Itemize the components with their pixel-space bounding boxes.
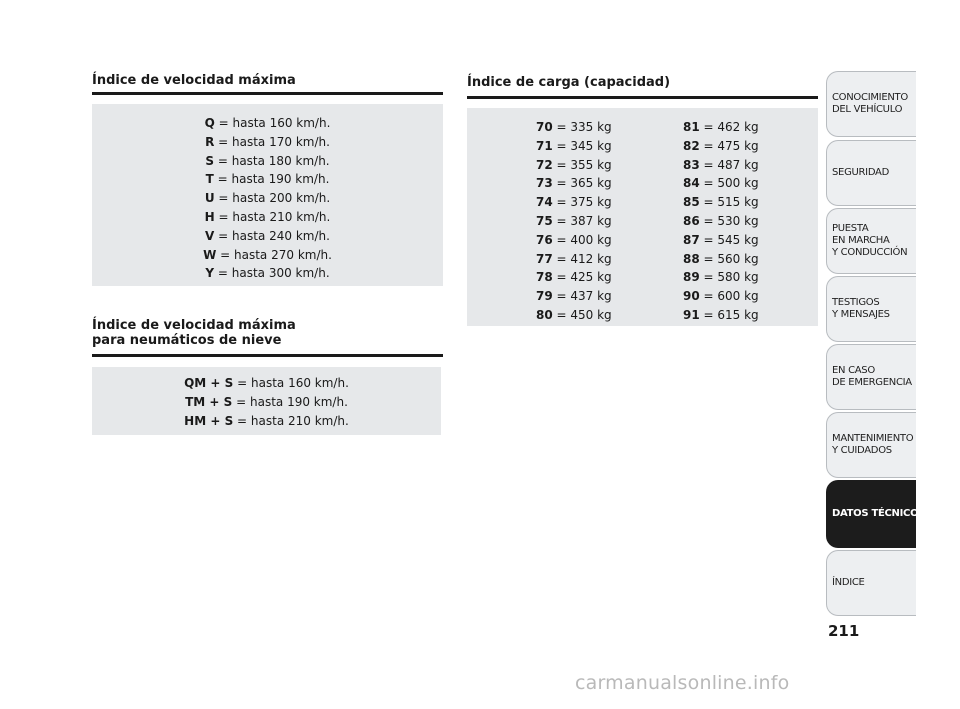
- load-row: [683, 306, 759, 325]
- load-value: = 600 kg: [699, 289, 759, 304]
- load-value: = 412 kg: [552, 251, 612, 266]
- speed-index-heading: Índice de velocidad máxima: [92, 73, 296, 88]
- speed-row: [92, 114, 443, 133]
- load-code: 80: [536, 307, 553, 322]
- load-value: = 500 kg: [699, 176, 759, 191]
- load-row: [536, 137, 612, 156]
- load-code: 91: [683, 307, 700, 322]
- tab-label-line: EN MARCHA: [832, 235, 890, 246]
- snow-code: HM + S: [184, 413, 234, 428]
- snow-value: = hasta 160 km/h.: [233, 376, 349, 390]
- snow-row: [92, 412, 441, 431]
- speed-row: [92, 170, 443, 189]
- load-value: = 335 kg: [552, 120, 612, 134]
- speed-code: H: [204, 209, 215, 224]
- load-code: 81: [683, 120, 700, 134]
- load-row: [683, 231, 759, 250]
- tab-mantenimiento-y-cuidados[interactable]: [826, 412, 916, 478]
- load-code: 90: [683, 289, 700, 304]
- load-code: 89: [683, 270, 700, 285]
- load-row: [536, 156, 612, 175]
- speed-index-rule: [92, 92, 443, 95]
- load-index-column-1: [536, 118, 612, 325]
- load-value: = 365 kg: [552, 176, 612, 191]
- load-value: = 437 kg: [552, 289, 612, 304]
- load-code: 85: [683, 195, 700, 210]
- speed-code: W: [203, 247, 217, 262]
- load-row: [683, 118, 759, 137]
- load-code: 70: [536, 120, 553, 134]
- load-value: = 545 kg: [699, 232, 759, 247]
- snow-index-box: [92, 367, 441, 435]
- load-value: = 560 kg: [699, 251, 759, 266]
- load-row: [683, 137, 759, 156]
- speed-code: R: [205, 134, 215, 149]
- load-row: [536, 174, 612, 193]
- speed-value: = hasta 190 km/h.: [213, 172, 330, 187]
- speed-value: = hasta 240 km/h.: [214, 228, 330, 243]
- speed-row: [92, 133, 443, 152]
- tab-label-line: SEGURIDAD: [832, 167, 889, 178]
- load-code: 82: [683, 138, 700, 153]
- snow-index-list: [92, 374, 441, 430]
- snow-heading-line2: para neumáticos de nieve: [92, 333, 282, 348]
- load-code: 83: [683, 157, 700, 172]
- load-value: = 475 kg: [699, 138, 759, 153]
- load-value: = 425 kg: [552, 270, 612, 285]
- load-index-rule: [467, 96, 818, 99]
- load-row: [536, 231, 612, 250]
- tab-en-caso-de-emergencia[interactable]: [826, 344, 916, 410]
- tab-label-line: MANTENIMIENTO: [832, 433, 914, 444]
- tab-label-line: EN CASO: [832, 365, 875, 376]
- tab-seguridad[interactable]: [826, 140, 916, 206]
- load-row: [683, 156, 759, 175]
- load-code: 71: [536, 138, 553, 153]
- tab-label-line: TESTIGOS: [832, 297, 880, 308]
- load-code: 87: [683, 232, 700, 247]
- load-row: [683, 287, 759, 306]
- load-value: = 487 kg: [699, 157, 759, 172]
- load-row: [536, 212, 612, 231]
- snow-index-heading: [92, 318, 296, 348]
- speed-code: V: [205, 228, 215, 243]
- load-value: = 375 kg: [552, 195, 612, 210]
- snow-index-rule: [92, 354, 443, 357]
- load-index-heading: Índice de carga (capacidad): [467, 75, 671, 90]
- load-row: [536, 250, 612, 269]
- snow-heading-line1: Índice de velocidad máxima: [92, 318, 296, 333]
- load-code: 75: [536, 213, 553, 228]
- speed-code: Q: [204, 116, 215, 130]
- speed-value: = hasta 270 km/h.: [216, 247, 332, 262]
- speed-value: = hasta 180 km/h.: [214, 153, 330, 168]
- snow-value: = hasta 190 km/h.: [232, 394, 348, 409]
- speed-value: = hasta 170 km/h.: [214, 134, 330, 149]
- tab-datos-tecnicos[interactable]: [826, 480, 926, 548]
- speed-row: [92, 208, 443, 227]
- tab-label-line: CONOCIMIENTO: [832, 92, 908, 103]
- load-code: 72: [536, 157, 553, 172]
- load-value: = 530 kg: [699, 213, 759, 228]
- speed-code: U: [204, 191, 215, 206]
- load-code: 77: [536, 251, 553, 266]
- speed-index-box: [92, 104, 443, 286]
- load-value: = 615 kg: [699, 307, 759, 322]
- load-code: 84: [683, 176, 700, 191]
- speed-row: [92, 227, 443, 246]
- load-row: [683, 212, 759, 231]
- load-value: = 462 kg: [699, 120, 759, 134]
- load-code: 86: [683, 213, 700, 228]
- speed-code: Y: [205, 266, 215, 281]
- tab-label-line: ÍNDICE: [832, 577, 865, 588]
- snow-row: [92, 374, 441, 393]
- speed-value: = hasta 210 km/h.: [214, 209, 331, 224]
- tab-label-line: DATOS TÉCNICOS: [832, 508, 926, 519]
- load-row: [683, 174, 759, 193]
- tab-label-line: DEL VEHÍCULO: [832, 104, 903, 115]
- speed-index-list: [92, 114, 443, 283]
- load-code: 74: [536, 195, 553, 210]
- load-row: [536, 268, 612, 287]
- tab-testigos-y-mensajes[interactable]: [826, 276, 916, 342]
- load-row: [683, 268, 759, 287]
- speed-row: [92, 246, 443, 265]
- speed-row: [92, 152, 443, 171]
- snow-row: [92, 393, 441, 412]
- load-value: = 400 kg: [552, 232, 612, 247]
- speed-row: [92, 264, 443, 283]
- tab-indice[interactable]: [826, 550, 916, 616]
- speed-value: = hasta 300 km/h.: [214, 266, 330, 281]
- load-code: 79: [536, 289, 553, 304]
- page-number: 211: [828, 622, 860, 640]
- tab-conocimiento-del-vehiculo[interactable]: [826, 71, 916, 137]
- load-value: = 345 kg: [552, 138, 612, 153]
- load-value: = 387 kg: [552, 213, 612, 228]
- snow-code: QM + S: [184, 376, 234, 390]
- load-index-column-2: [683, 118, 759, 325]
- load-row: [683, 250, 759, 269]
- load-row: [536, 118, 612, 137]
- tab-label-line: DE EMERGENCIA: [832, 377, 912, 388]
- speed-value: = hasta 160 km/h.: [214, 116, 331, 130]
- load-value: = 355 kg: [552, 157, 612, 172]
- load-row: [536, 287, 612, 306]
- tab-puesta-en-marcha[interactable]: [826, 208, 916, 274]
- load-code: 73: [536, 176, 553, 191]
- tab-label-line: Y MENSAJES: [832, 309, 890, 320]
- tab-label-line: PUESTA: [832, 223, 869, 234]
- speed-code: T: [205, 172, 214, 187]
- tab-label-line: Y CONDUCCIÓN: [832, 247, 908, 258]
- load-value: = 580 kg: [699, 270, 759, 285]
- snow-code: TM + S: [185, 394, 233, 409]
- snow-value: = hasta 210 km/h.: [233, 413, 349, 428]
- load-code: 88: [683, 251, 700, 266]
- load-code: 78: [536, 270, 553, 285]
- tab-label-line: Y CUIDADOS: [832, 445, 892, 456]
- speed-value: = hasta 200 km/h.: [214, 191, 331, 206]
- speed-code: S: [205, 153, 215, 168]
- load-row: [683, 193, 759, 212]
- load-row: [536, 193, 612, 212]
- load-value: = 515 kg: [699, 195, 759, 210]
- load-row: [536, 306, 612, 325]
- load-value: = 450 kg: [552, 307, 612, 322]
- load-code: 76: [536, 232, 553, 247]
- watermark-text: carmanualsonline.info: [575, 672, 790, 694]
- speed-row: [92, 189, 443, 208]
- load-index-box: [467, 108, 818, 326]
